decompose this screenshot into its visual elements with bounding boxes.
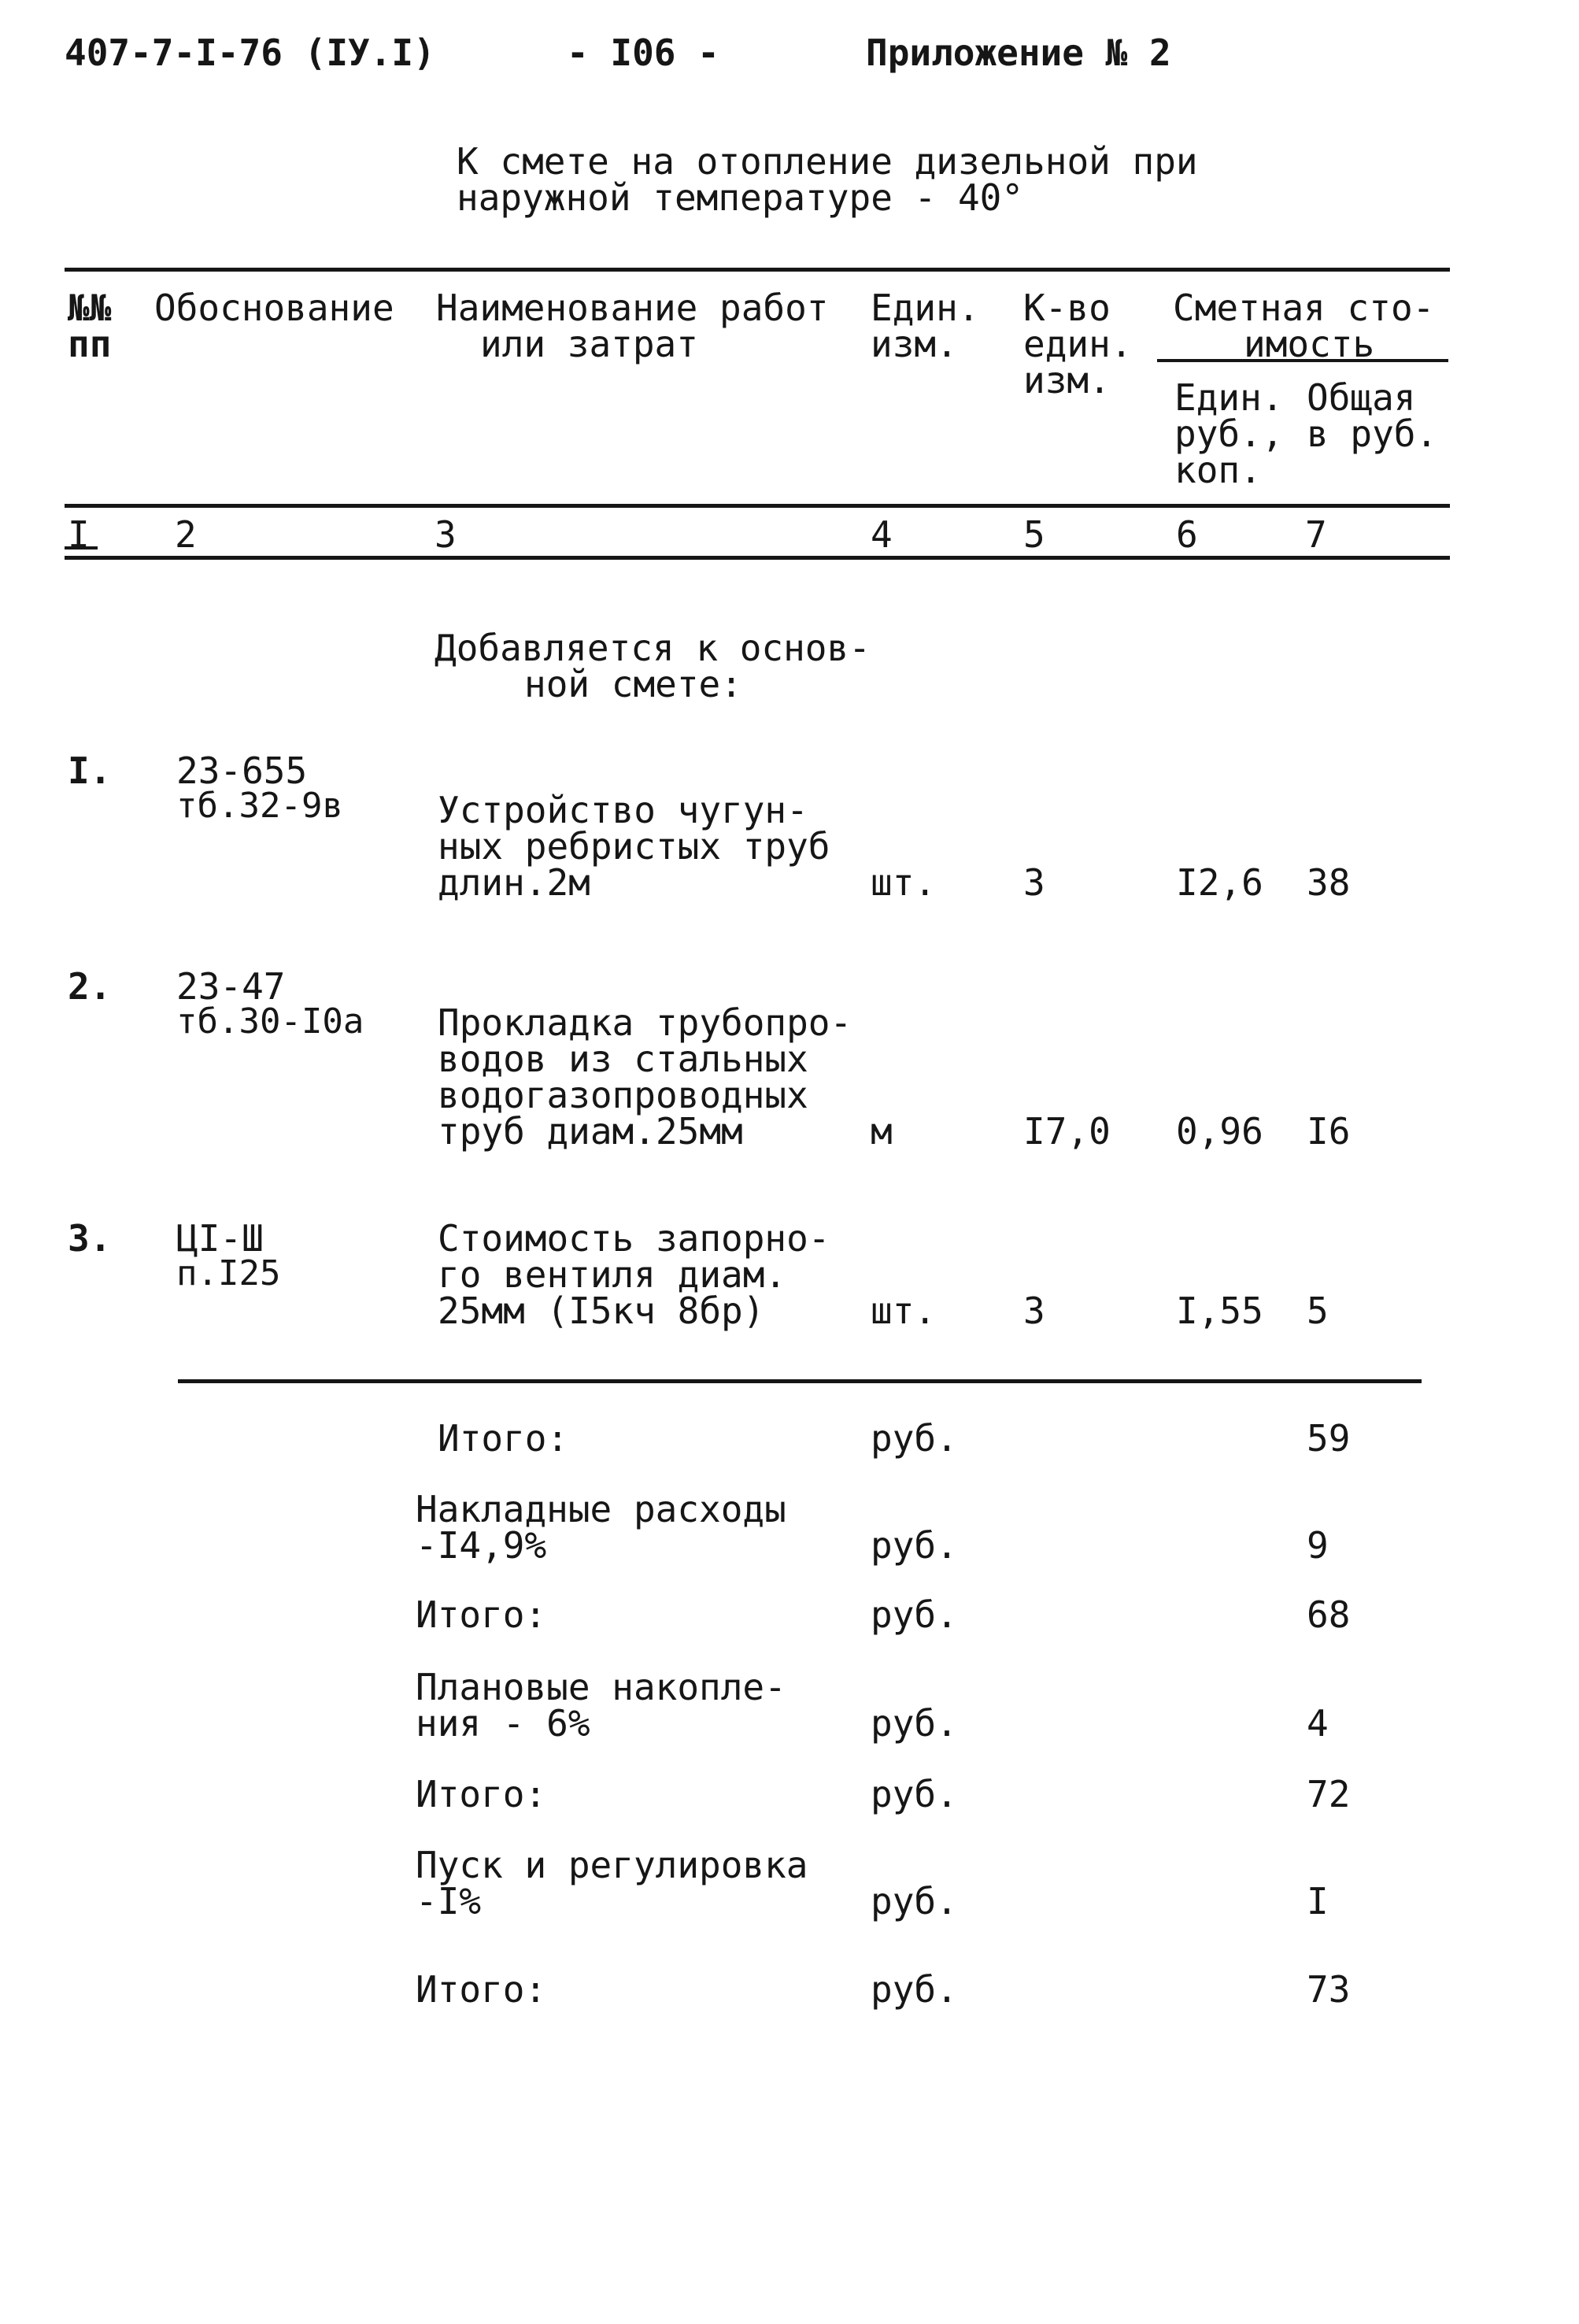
appendix-label: Приложение № 2 xyxy=(866,31,1171,74)
row-unit-cost: I,55 xyxy=(1176,1290,1263,1332)
row-name: го вентиля диам. xyxy=(438,1253,787,1296)
row-name: водов из стальных xyxy=(438,1038,808,1080)
row-qty: 3 xyxy=(1023,861,1045,904)
document-code: 407-7-I-76 (IУ.I) xyxy=(65,31,435,74)
column-header-basis: Обоснование xyxy=(154,287,394,329)
row-total: 38 xyxy=(1307,861,1351,904)
row-basis: п.I25 xyxy=(176,1253,281,1293)
row-unit: шт. xyxy=(871,861,937,904)
totals-unit: руб. xyxy=(871,1524,958,1567)
totals-label: Итого: xyxy=(438,1417,569,1460)
totals-unit: руб. xyxy=(871,1968,958,2011)
row-qty: 3 xyxy=(1023,1290,1045,1332)
page-number: - I06 - xyxy=(567,31,719,74)
row-basis: тб.30-I0а xyxy=(176,1001,364,1042)
row-total: I6 xyxy=(1307,1110,1351,1153)
row-number: I. xyxy=(68,749,112,792)
row-basis: тб.32-9в xyxy=(176,786,343,826)
row-unit-cost: I2,6 xyxy=(1176,861,1263,904)
totals-label: Итого: xyxy=(416,1968,547,2011)
column-numbers-rule xyxy=(65,556,1450,560)
totals-label: Пуск и регулировка xyxy=(416,1844,808,1886)
totals-unit: руб. xyxy=(871,1417,958,1460)
subtitle-line-1: К смете на отопление дизельной при xyxy=(457,140,1198,183)
subtitle-line-2: наружной температуре - 40° xyxy=(457,176,1024,219)
totals-value: 73 xyxy=(1307,1968,1351,2011)
totals-rule xyxy=(178,1379,1422,1383)
totals-value: 9 xyxy=(1307,1524,1329,1567)
totals-unit: руб. xyxy=(871,1880,958,1922)
totals-value: I xyxy=(1307,1880,1329,1922)
row-name: ных ребристых труб xyxy=(438,825,830,868)
totals-label: Накладные расходы xyxy=(416,1488,786,1530)
row-unit-cost: 0,96 xyxy=(1176,1110,1263,1153)
totals-label: Итого: xyxy=(416,1773,547,1815)
totals-value: 68 xyxy=(1307,1593,1351,1636)
totals-unit: руб. xyxy=(871,1593,958,1636)
totals-label: -I% xyxy=(416,1880,482,1922)
table-top-rule xyxy=(65,268,1450,272)
totals-value: 4 xyxy=(1307,1702,1329,1745)
row-qty: I7,0 xyxy=(1023,1110,1111,1153)
row-unit: м xyxy=(871,1110,893,1153)
row-number: 2. xyxy=(68,965,112,1008)
totals-value: 72 xyxy=(1307,1773,1351,1815)
row-basis: 23-47 xyxy=(176,965,286,1008)
totals-label: Итого: xyxy=(416,1593,547,1636)
totals-label: Плановые накопле- xyxy=(416,1666,786,1708)
row-name: водогазопроводных xyxy=(438,1074,808,1116)
row-unit: шт. xyxy=(871,1290,937,1332)
row-name: 25мм (I5кч 8бр) xyxy=(438,1290,765,1332)
header-bottom-rule xyxy=(65,504,1450,508)
row-basis: ЦI-Ш xyxy=(176,1217,264,1260)
row-name: Прокладка трубопро- xyxy=(438,1001,852,1044)
totals-label: -I4,9% xyxy=(416,1524,547,1567)
row-name: Стоимость запорно- xyxy=(438,1217,830,1260)
totals-unit: руб. xyxy=(871,1702,958,1745)
row-name: труб диам.25мм xyxy=(438,1110,743,1153)
row-total: 5 xyxy=(1307,1290,1329,1332)
totals-label: ния - 6% xyxy=(416,1702,590,1745)
row-name: Устройство чугун- xyxy=(438,789,808,831)
row-number: 3. xyxy=(68,1217,112,1260)
row-name: длин.2м xyxy=(438,861,590,904)
row-basis: 23-655 xyxy=(176,749,308,792)
totals-unit: руб. xyxy=(871,1773,958,1815)
totals-value: 59 xyxy=(1307,1417,1351,1460)
